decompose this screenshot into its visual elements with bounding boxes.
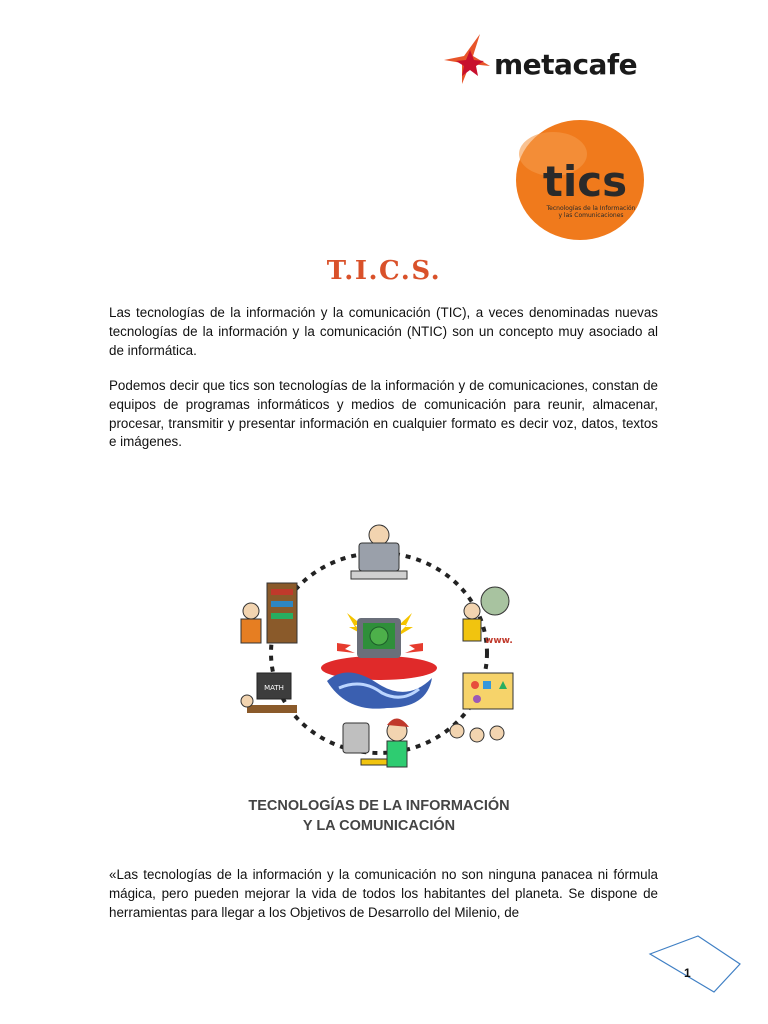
tics-logo <box>513 118 647 242</box>
central-computer-icon <box>321 618 437 709</box>
tics-logo-text: tics <box>542 157 628 206</box>
classroom-board-icon <box>241 673 297 713</box>
metacafe-star-icon <box>440 30 500 90</box>
paragraph-definition: Podemos decir que tics son tecnologías de la información y de comunicaciones, constan de equipos de programas informáticos y medios de comunicación para reunir, almacenar, procesar, transmitir y presentar información en cualquier formato es decir voz, datos, textos e imágenes. <box>109 378 658 450</box>
presentation-board-icon <box>450 673 513 742</box>
metacafe-logo <box>440 30 680 100</box>
library-reader-icon <box>241 583 297 643</box>
document-title: T.I.C.S. <box>326 256 442 286</box>
page-number: 1 <box>684 966 691 980</box>
page-number-badge <box>648 934 742 994</box>
metacafe-wordmark: metacafe <box>494 48 638 81</box>
tics-logo-subtitle-2: y las Comunicaciones <box>558 212 624 219</box>
tic-diagram-illustration <box>227 513 537 843</box>
tics-logo-subtitle-1: Tecnologías de la Información <box>546 205 636 212</box>
paragraph-intro: Las tecnologías de la información y la comunicación (TIC), a veces denominadas nuevas tecnologías de la información y la comunicación (NTIC) son un concepto muy asociado al de informática. <box>109 305 658 358</box>
person-at-computer-icon <box>351 525 407 579</box>
www-label: www. <box>485 636 513 646</box>
girl-with-computer-icon <box>343 718 409 767</box>
diagram-caption-line2: Y LA COMUNICACIÓN <box>302 818 456 834</box>
student-with-globe-icon <box>463 587 513 646</box>
board-label: MATH <box>264 684 284 692</box>
diagram-caption-line1: TECNOLOGÍAS DE LA INFORMACIÓN <box>248 798 510 814</box>
paragraph-quote: «Las tecnologías de la información y la comunicación no son ninguna panacea ni fórmula mágica, pero pueden mejorar la vida de todos los habitantes del planeta. Se dispone de herramientas para llegar a los Objetivos de Desarrollo del Milenio, de <box>109 867 658 920</box>
